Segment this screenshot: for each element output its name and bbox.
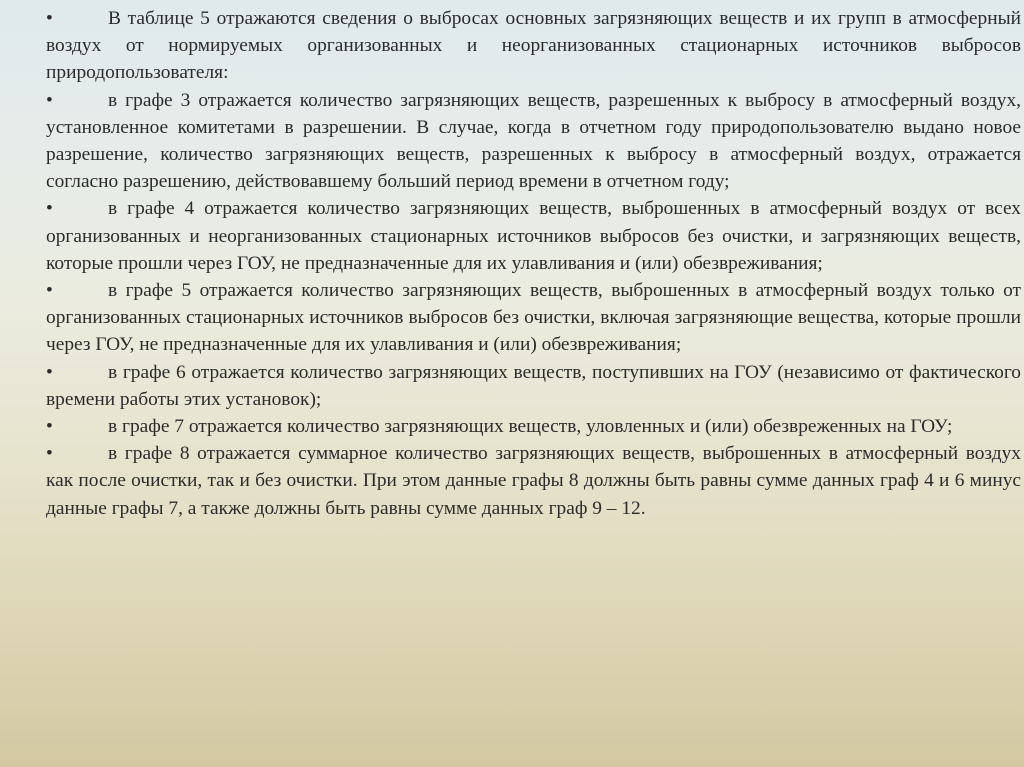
bullet-list <box>46 5 1021 522</box>
bullet-text: в графе 5 отражается количество загрязняющих веществ, выброшенных в атмосферный воздух только от организованных стационарных источников выбросов без очистки, включая загрязняющие вещества, которые прошли через ГОУ, не предназначенные для их улавливания и (или) обезвреживания; <box>46 280 1021 356</box>
bullet-icon: • <box>46 361 53 383</box>
bullet-item-3 <box>46 195 1021 277</box>
bullet-item-5 <box>46 359 1021 413</box>
bullet-item-1 <box>46 5 1021 87</box>
bullet-text: В таблице 5 отражаются сведения о выбросах основных загрязняющих веществ и их групп в атмосферный воздух от нормируемых организованных и неорганизованных стационарных источников выбросов природопользователя: <box>46 8 1021 84</box>
bullet-text: в графе 6 отражается количество загрязняющих веществ, поступивших на ГОУ (независимо от фактического времени работы этих установок); <box>46 361 1021 410</box>
bullet-icon: • <box>46 89 53 111</box>
bullet-text: в графе 4 отражается количество загрязняющих веществ, выброшенных в атмосферный воздух от всех организованных и неорганизованных стационарных источников выбросов без очистки, и загрязняющих веществ, которые прошли через ГОУ, не предназначенные для их улавливания и (или) обезвреживания; <box>46 198 1021 274</box>
bullet-text: в графе 7 отражается количество загрязняющих веществ, уловленных и (или) обезвреженных на ГОУ; <box>108 416 953 438</box>
bullet-text: в графе 3 отражается количество загрязняющих веществ, разрешенных к выбросу в атмосферный воздух, установленное комитетами в разрешении. В случае, когда в отчетном году природопользователю выдано новое разрешение, количество загрязняющих веществ, разрешенных к выбросу в атмосферный воздух, отражается согласно разрешению, действовавшему больший период времени в отчетном году; <box>46 89 1021 193</box>
bullet-icon: • <box>46 8 53 29</box>
bullet-item-2 <box>46 87 1021 196</box>
bullet-icon: • <box>46 198 53 220</box>
bullet-item-6 <box>46 413 1021 440</box>
bullet-icon: • <box>46 416 53 438</box>
bullet-icon: • <box>46 280 53 302</box>
bullet-item-4 <box>46 277 1021 359</box>
bullet-icon: • <box>46 443 53 465</box>
bullet-item-7 <box>46 440 1021 522</box>
bullet-text: в графе 8 отражается суммарное количество загрязняющих веществ, выброшенных в атмосферный воздух как после очистки, так и без очистки. При этом данные графы 8 должны быть равны сумме данных граф 4 и 6 минус данные графы 7, а также должны быть равны сумме данных граф 9 – 12. <box>46 443 1021 519</box>
